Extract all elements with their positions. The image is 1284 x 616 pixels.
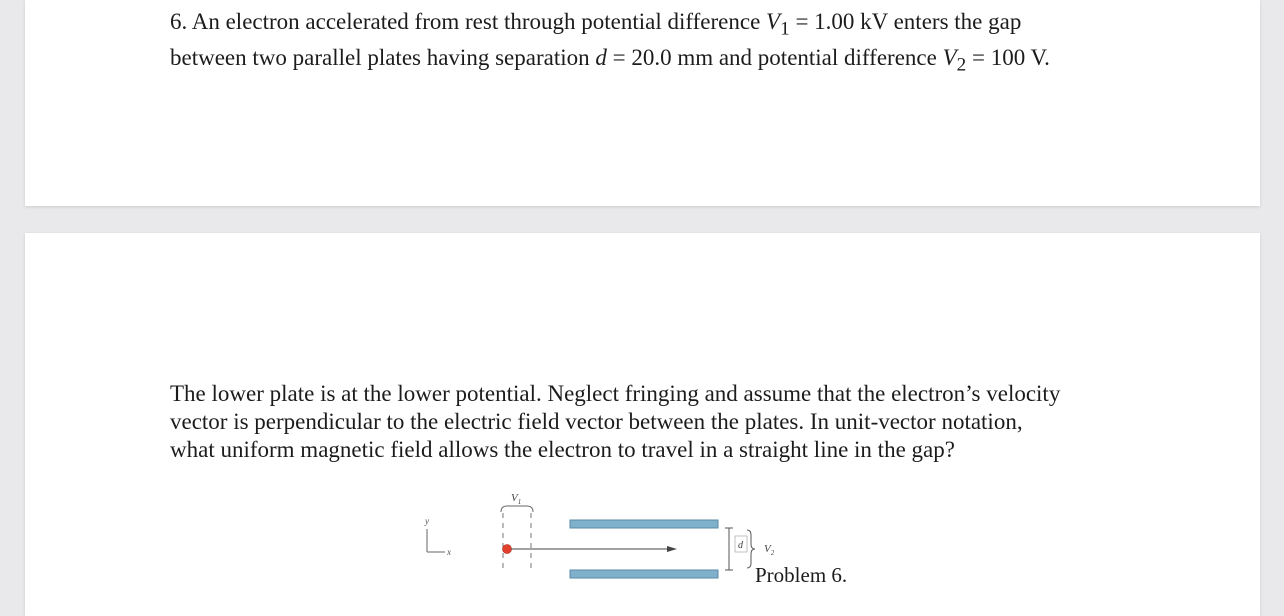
y-axis-label: y (425, 516, 429, 526)
question-line-1: The lower plate is at the lower potential. Neglect fringing and assume that the electron’s velocity (170, 381, 1061, 406)
velocity-arrowhead (667, 546, 677, 552)
problem-line-2: between two parallel plates having separation d = 20.0 mm and potential difference $V_2 = 100$ V. (170, 44, 1050, 76)
problem-statement-card (25, 0, 1260, 206)
question-card (25, 233, 1260, 616)
question-text (170, 380, 1130, 464)
v1-brace (501, 506, 533, 512)
x-axis-label: x (447, 547, 451, 557)
v2-label-area (762, 538, 792, 562)
lower-plate (570, 570, 718, 578)
problem-line-1: 6. An electron accelerated from rest through potential difference $V_1 = 1.00$ kV enters the gap (170, 9, 1022, 40)
v2-brace (747, 530, 755, 568)
question-line-3: what uniform magnetic field allows the electron to travel in a straight line in the gap? (170, 437, 955, 462)
parallel-plates-figure (415, 485, 755, 585)
d-label: d (738, 540, 743, 551)
v2-label: $V_2$ (764, 543, 775, 557)
figure-caption: Problem 6. (755, 563, 848, 587)
upper-plate (570, 520, 718, 528)
v1-label: $V_1$ (511, 492, 522, 506)
question-line-2: vector is perpendicular to the electric field vector between the plates. In unit-vector notation, (170, 409, 1023, 434)
electron (503, 545, 512, 554)
problem-statement (170, 8, 1130, 79)
